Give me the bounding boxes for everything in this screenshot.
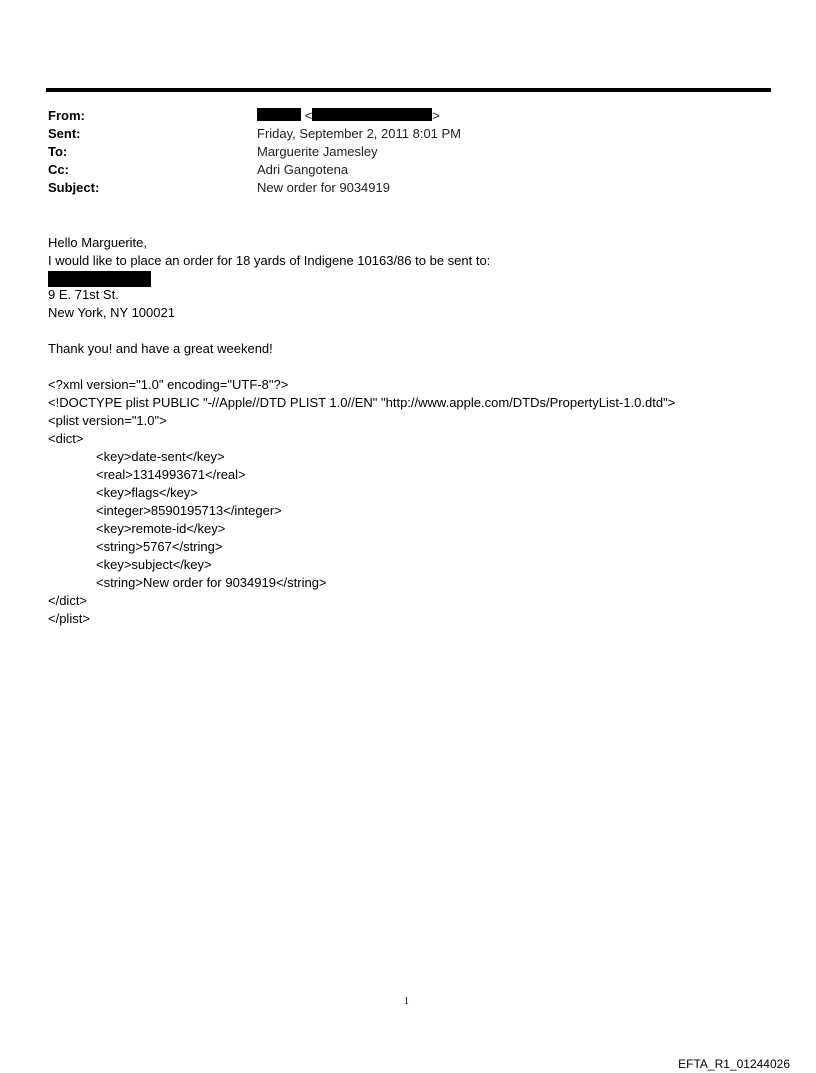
blank-line [48,322,675,340]
sent-label: Sent: [48,126,81,141]
xml-line: <key>flags</key> [96,485,198,500]
redacted-recipient [48,271,151,287]
sent-row [48,125,461,143]
email-body [48,234,675,628]
address-line-2: New York, NY 100021 [48,305,175,320]
cc-row [48,161,461,179]
to-value: Marguerite Jamesley [257,144,378,159]
xml-line: <integer>8590195713</integer> [96,503,282,518]
redacted-recipient-line [48,270,675,286]
from-label: From: [48,108,85,123]
redacted-sender-email [312,108,432,121]
subject-value: New order for 9034919 [257,180,390,195]
cc-label: Cc: [48,162,69,177]
from-lt: < [304,108,313,123]
sent-value: Friday, September 2, 2011 8:01 PM [257,126,462,141]
xml-line: <?xml version="1.0" encoding="UTF-8"?> [48,377,289,392]
address-line-1: 9 E. 71st St. [48,287,119,302]
xml-line: <string>New order for 9034919</string> [96,575,327,590]
redacted-sender-name [257,108,301,121]
subject-row [48,179,461,197]
email-header [48,107,461,197]
subject-label: Subject: [48,180,100,195]
xml-line: <key>date-sent</key> [96,449,225,464]
xml-line: <key>subject</key> [96,557,212,572]
xml-line: <key>remote-id</key> [96,521,226,536]
xml-line: </dict> [48,593,88,608]
order-line: I would like to place an order for 18 yards of Indigene 10163/86 to be sent to: [48,253,491,268]
cc-value: Adri Gangotena [257,162,349,177]
from-row [48,107,461,125]
xml-line: <plist version="1.0"> [48,413,167,428]
greeting: Hello Marguerite, [48,235,147,250]
from-gt: > [432,108,440,123]
bates-number: EFTA_R1_01244026 [678,1057,790,1071]
xml-line: <string>5767</string> [96,539,223,554]
page-number: 1 [404,996,409,1007]
xml-line: <dict> [48,431,84,446]
blank-line [48,358,675,376]
to-row [48,143,461,161]
thanks-line: Thank you! and have a great weekend! [48,341,273,356]
to-label: To: [48,144,68,159]
xml-line: <!DOCTYPE plist PUBLIC "-//Apple//DTD PLIST 1.0//EN" "http://www.apple.com/DTDs/PropertyList-1.0.dtd"> [48,395,676,410]
header-rule [46,88,771,92]
xml-line: <real>1314993671</real> [96,467,246,482]
xml-line: </plist> [48,611,90,626]
from-value [257,107,440,125]
